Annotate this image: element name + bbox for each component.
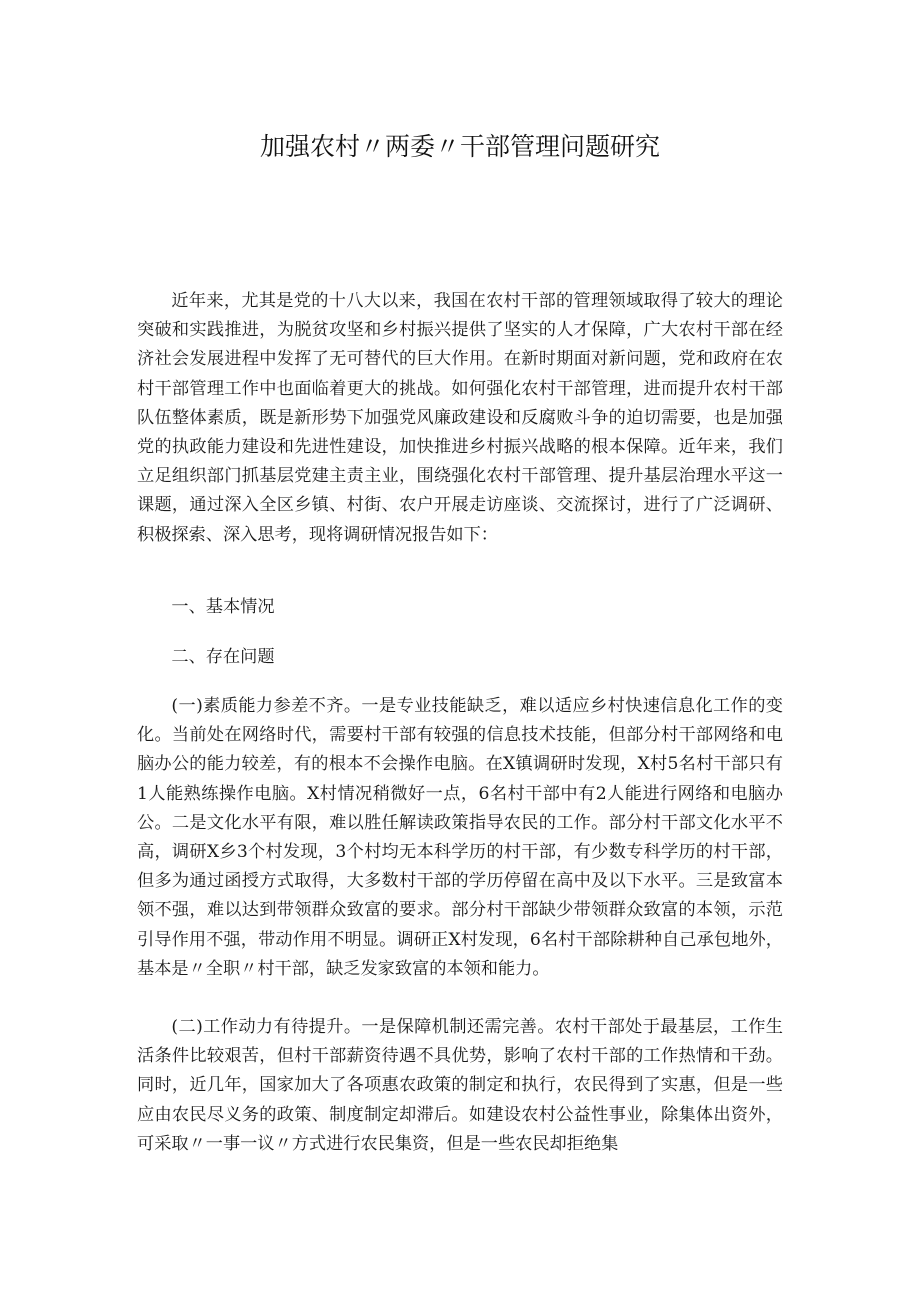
section-heading-basic: 一、基本情况 bbox=[171, 597, 275, 617]
document-title: 加强农村〃两委〃干部管理问题研究 bbox=[259, 132, 660, 161]
section-heading-problems: 二、存在问题 bbox=[171, 647, 275, 667]
paragraph-quality: (一)素质能力参差不齐。一是专业技能缺乏，难以适应乡村快速信息化工作的变化。当前处在网络时代，需要村干部有较强的信息技术技能，但部分村干部网络和电脑办公的能力较差，有的根本不会操作电脑。在X镇调研时发现，X村5名村干部只有1人能熟练操作电脑。X村情况稍微好一点，6名村干部中有2人能进行网络和电脑办公。二是文化水平有限，难以胜任解读政策指导农民的工作。部分村干部文化水平不高，调研X乡3个村发现，3个村均无本科学历的村干部，有少数专科学历的村干部，但多为通过函授方式取得，大多数村干部的学历停留在高中及以下水平。三是致富本领不强，难以达到带领群众致富的要求。部分村干部缺少带领群众致富的本领，示范引导作用不强，带动作用不明显。调研正X村发现，6名村干部除耕种自己承包地外，基本是〃全职〃村干部，缺乏发家致富的本领和能力。 bbox=[137, 696, 783, 979]
paragraph-motivation: (二)工作动力有待提升。一是保障机制还需完善。农村干部处于最基层，工作生活条件比较艰苦，但村干部薪资待遇不具优势，影响了农村干部的工作热情和干劲。同时，近几年，国家加大了各项惠农政策的制定和执行，农民得到了实惠，但是一些应由农民尽义务的政策、制度制定却滞后。如建设农村公益性事业，除集体出资外，可采取〃一事一议〃方式进行农民集资，但是一些农民却拒绝集 bbox=[137, 1017, 783, 1154]
intro-paragraph: 近年来，尤其是党的十八大以来，我国在农村干部的管理领域取得了较大的理论突破和实践推进，为脱贫攻坚和乡村振兴提供了坚实的人才保障，广大农村干部在经济社会发展进程中发挥了无可替代的巨大作用。在新时期面对新问题，党和政府在农村干部管理工作中也面临着更大的挑战。如何强化农村干部管理，进而提升农村干部队伍整体素质，既是新形势下加强党风廉政建设和反腐败斗争的迫切需要，也是加强党的执政能力建设和先进性建设，加快推进乡村振兴战略的根本保障。近年来，我们立足组织部门抓基层党建主责主业，围绕强化农村干部管理、提升基层治理水平这一课题，通过深入全区乡镇、村街、农户开展走访座谈、交流探讨，进行了广泛调研、积极探索、深入思考，现将调研情况报告如下： bbox=[137, 291, 783, 545]
